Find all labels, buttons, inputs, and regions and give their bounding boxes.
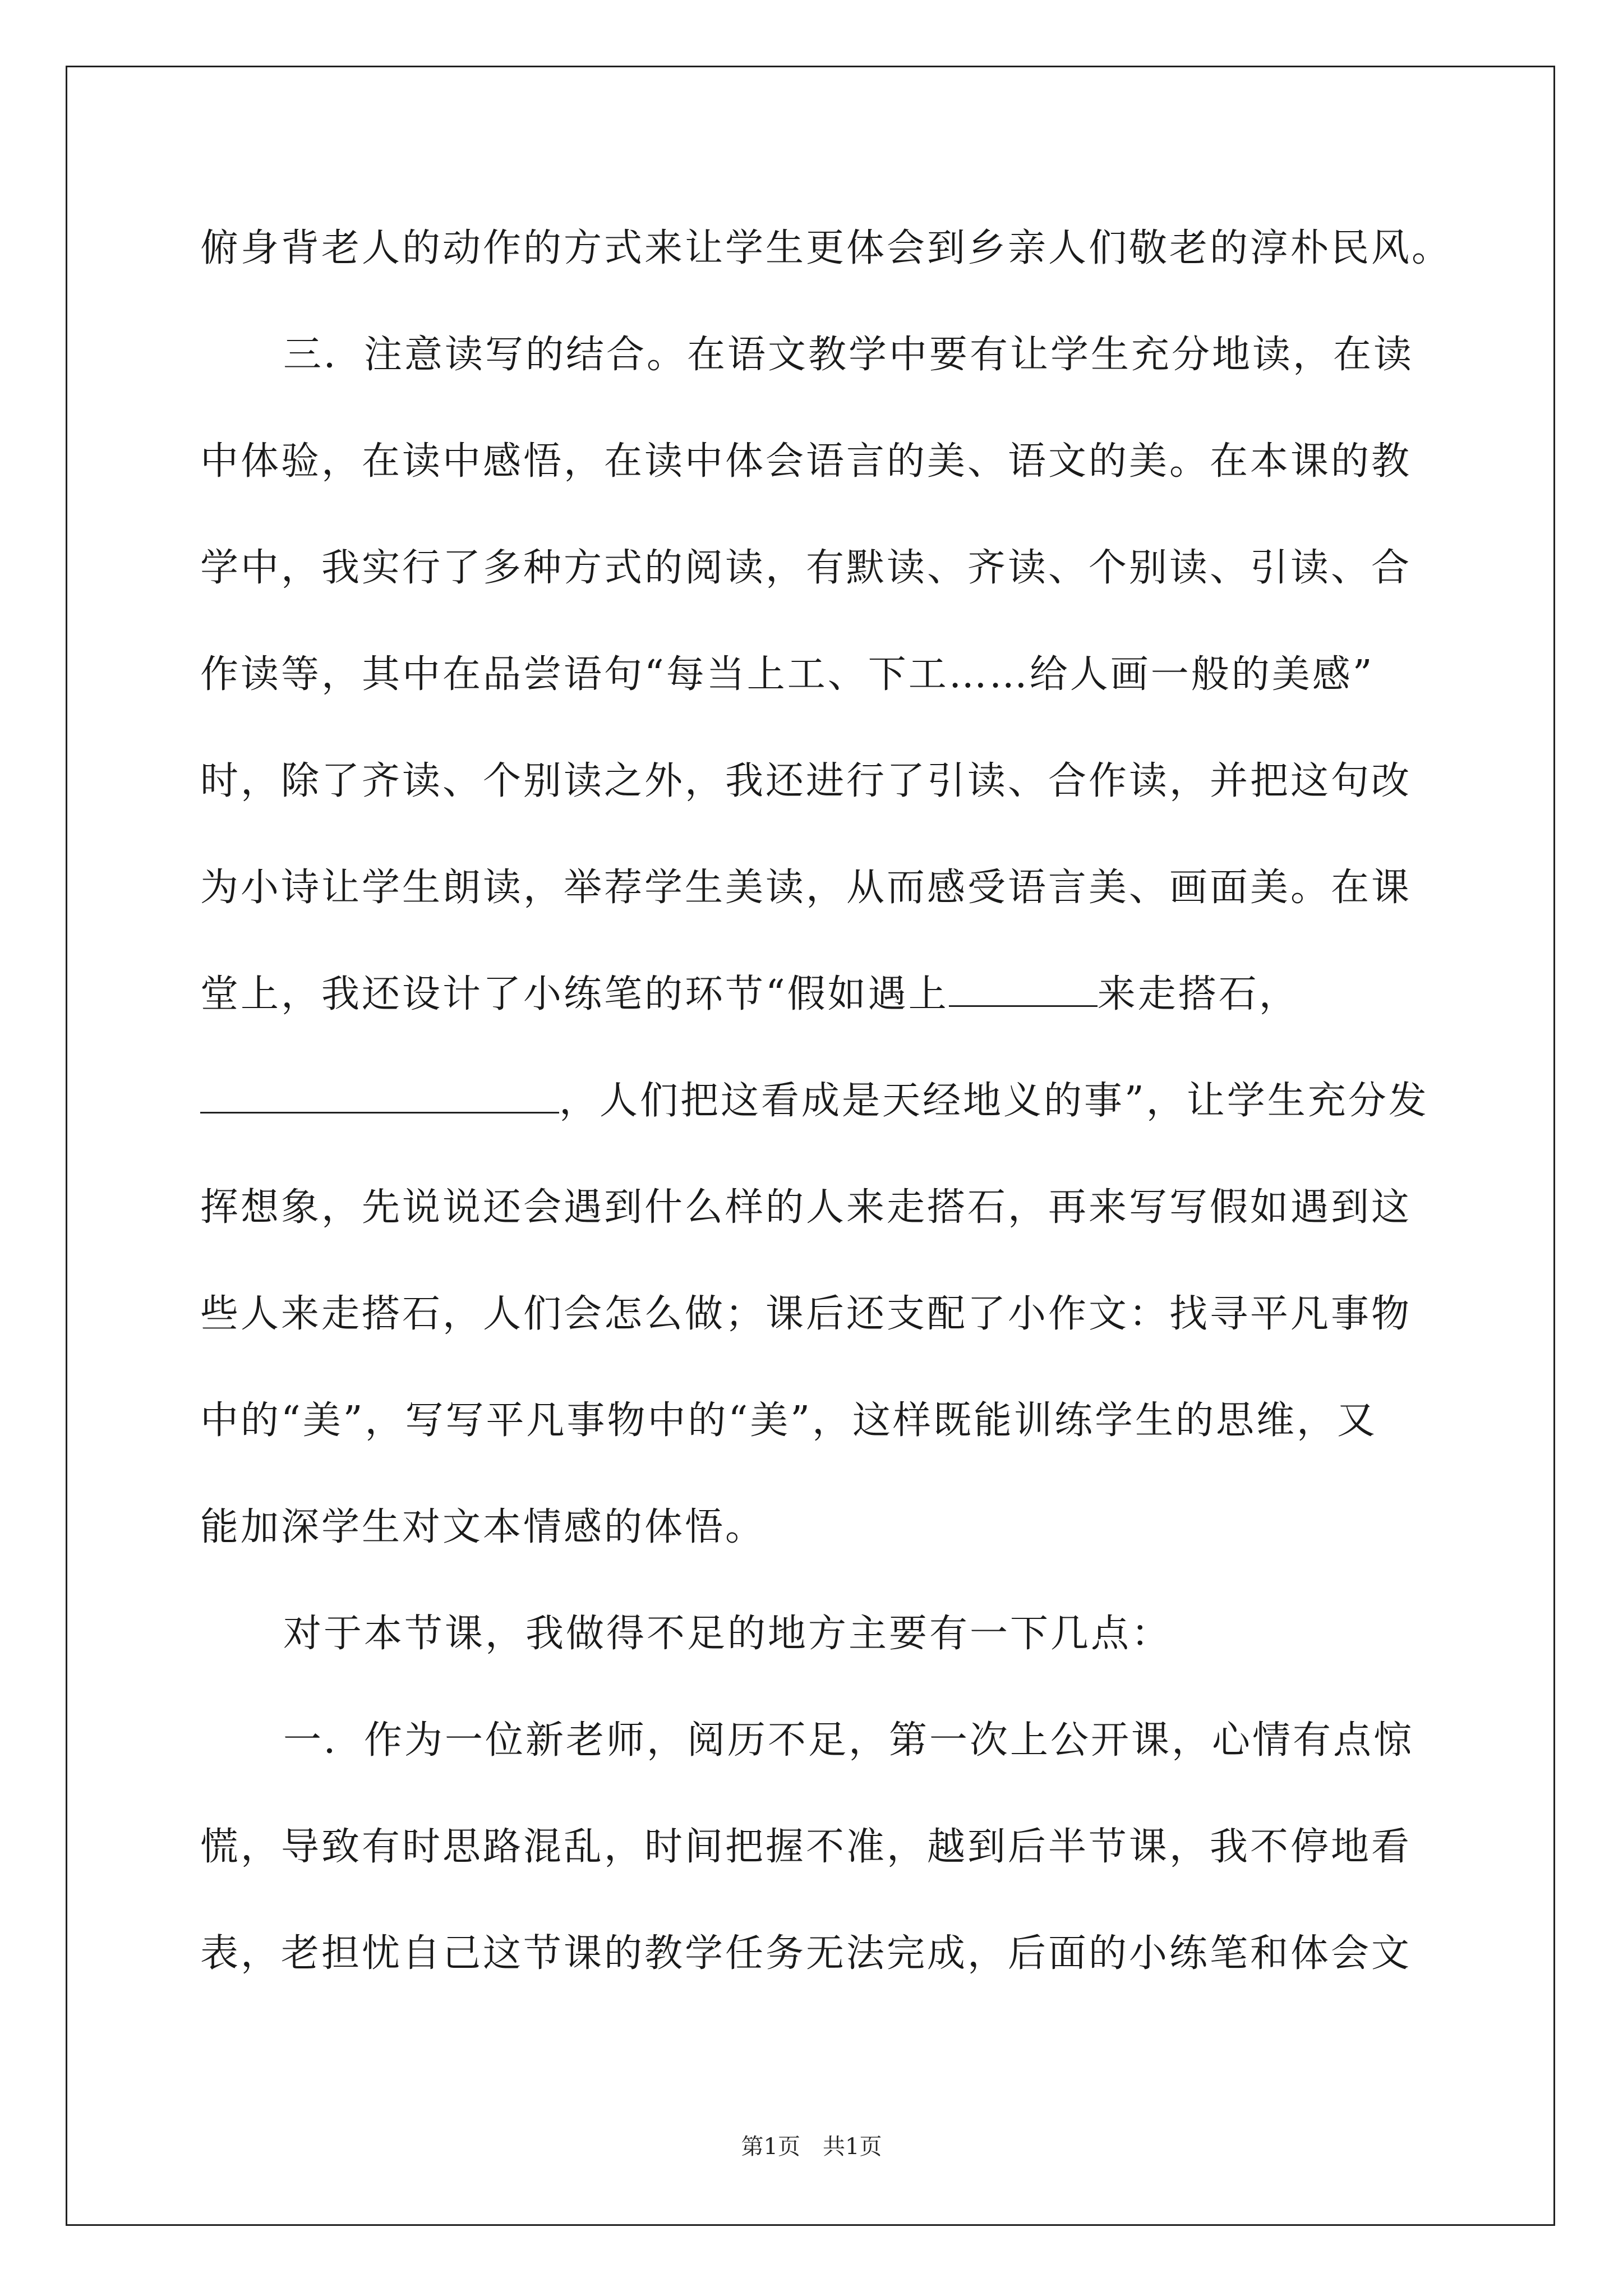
text-line: 慌，导致有时思路混乱，时间把握不准，越到后半节课，我不停地看 bbox=[200, 1825, 1412, 1869]
fill-in-blank bbox=[200, 1071, 559, 1114]
text-line: 中的“美”，写写平凡事物中的“美”，这样既能训练学生的思维，又 bbox=[200, 1398, 1378, 1443]
page-footer: 第1页 共1页 bbox=[741, 2134, 882, 2160]
text-line bbox=[200, 959, 1434, 1066]
text-segment: 堂上，我还设计了小练笔的环节“假如遇上 bbox=[200, 972, 949, 1016]
text-segment: 来走搭石， bbox=[1097, 972, 1299, 1016]
text-line: 挥想象，先说说还会遇到什么样的人来走搭石，再来写写假如遇到这 bbox=[200, 1185, 1412, 1230]
text-line: 时，除了齐读、个别读之外，我还进行了引读、合作读，并把这句改 bbox=[200, 759, 1412, 803]
text-line: 中体验，在读中感悟，在读中体会语言的美、语文的美。在本课的教 bbox=[200, 439, 1412, 484]
text-line: 作读等，其中在品尝语句“每当上工、下工……给人画一般的美感” bbox=[200, 652, 1375, 697]
text-line: 些人来走搭石，人们会怎么做；课后还支配了小作文：找寻平凡事物 bbox=[200, 1292, 1412, 1336]
text-line bbox=[200, 1066, 1434, 1172]
text-line: 俯身背老人的动作的方式来让学生更体会到乡亲人们敬老的淳朴民风。 bbox=[200, 226, 1453, 270]
text-line: 表，老担忧自己这节课的教学任务无法完成，后面的小练笔和体会文 bbox=[200, 1931, 1412, 1976]
text-line: 三．注意读写的结合。在语文教学中要有让学生充分地读，在读 bbox=[283, 333, 1414, 377]
text-line: 为小诗让学生朗读，举荐学生美读，从而感受语言美、画面美。在课 bbox=[200, 866, 1412, 910]
text-line: 学中，我实行了多种方式的阅读，有默读、齐读、个别读、引读、合 bbox=[200, 546, 1412, 590]
text-line: 对于本节课，我做得不足的地方主要有一下几点： bbox=[283, 1612, 1172, 1656]
text-segment: ，人们把这看成是天经地义的事”，让学生充分发 bbox=[559, 1079, 1429, 1123]
fill-in-blank bbox=[949, 965, 1098, 1007]
document-body bbox=[200, 213, 1453, 2025]
text-line: 能加深学生对文本情感的体悟。 bbox=[200, 1505, 766, 1549]
text-line: 一．作为一位新老师，阅历不足，第一次上公开课，心情有点惊 bbox=[283, 1718, 1414, 1763]
